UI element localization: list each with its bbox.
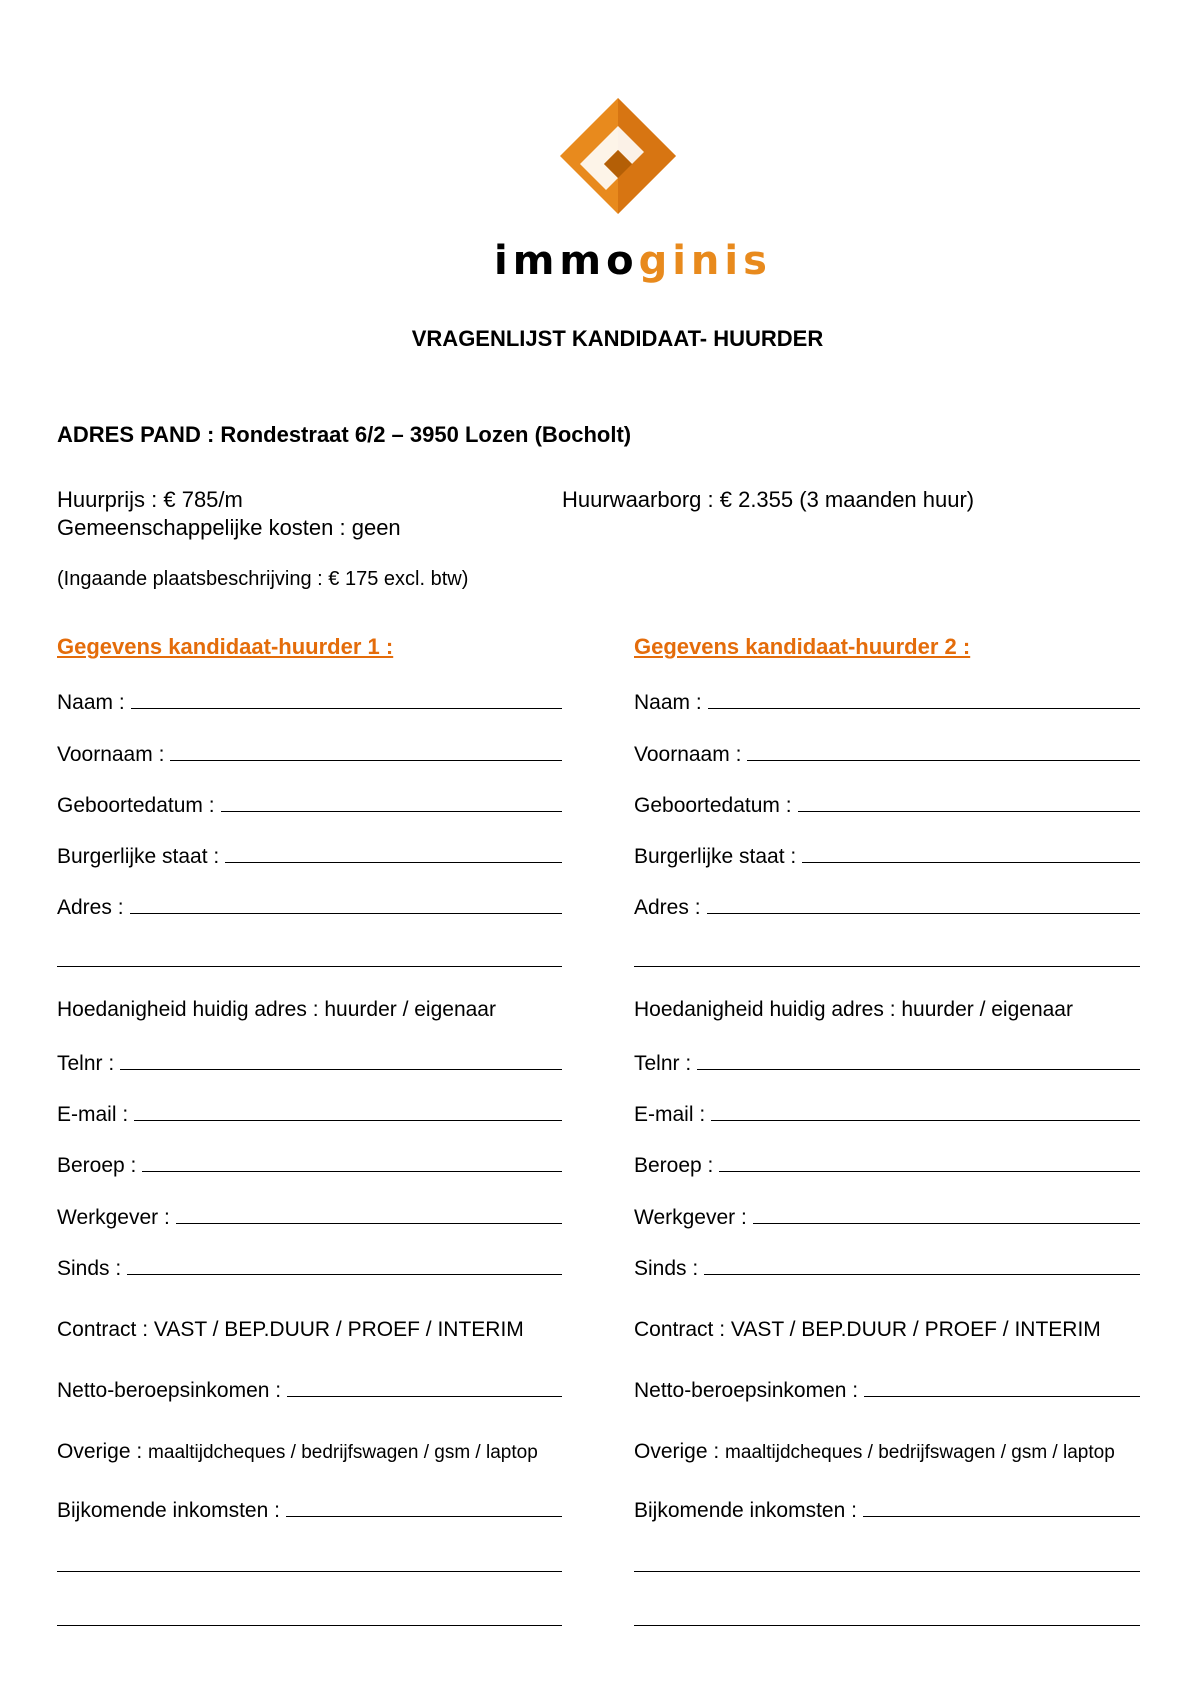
candidate-1-geboortedatum-field[interactable] xyxy=(57,793,562,818)
candidate-1-email-field[interactable] xyxy=(57,1102,562,1127)
field-label: Geboortedatum : xyxy=(57,794,215,817)
field-label: Werkgever : xyxy=(634,1206,747,1229)
candidate-2-geboortedatum-field[interactable] xyxy=(634,793,1140,818)
candidate-1-netto-field[interactable] xyxy=(57,1378,562,1403)
input-line[interactable] xyxy=(719,1153,1140,1172)
candidate-2-voornaam-field[interactable] xyxy=(634,742,1140,767)
candidate-1-extra-line-1[interactable] xyxy=(57,1571,562,1572)
input-line[interactable] xyxy=(747,742,1140,761)
candidate-2-burgerlijke-staat-field[interactable] xyxy=(634,844,1140,869)
property-address: ADRES PAND : Rondestraat 6/2 – 3950 Lozen (Bocholt) xyxy=(57,422,632,447)
candidate-2-extra-line-2[interactable] xyxy=(634,1625,1140,1626)
overige-label: Overige : xyxy=(634,1440,720,1463)
candidate-1-adres-line-2[interactable] xyxy=(57,966,562,967)
candidate-1-sinds-field[interactable] xyxy=(57,1256,562,1281)
logo-diamond-icon xyxy=(558,96,678,216)
logo-wordmark xyxy=(494,236,772,286)
field-label: Netto-beroepsinkomen : xyxy=(634,1379,859,1402)
candidate-1-werkgever-field[interactable] xyxy=(57,1205,562,1230)
input-line[interactable] xyxy=(142,1153,562,1172)
page-title: VRAGENLIJST KANDIDAAT- HUURDER xyxy=(411,326,824,351)
logo-text-orange: ginis xyxy=(638,238,772,284)
input-line[interactable] xyxy=(170,742,562,761)
input-line[interactable] xyxy=(130,895,562,914)
candidate-2-netto-field[interactable] xyxy=(634,1378,1140,1403)
input-line[interactable] xyxy=(225,844,562,863)
field-label: E-mail : xyxy=(634,1103,706,1126)
overige-label: Overige : xyxy=(57,1440,143,1463)
candidate-2-adres-line-2[interactable] xyxy=(634,966,1140,967)
candidate-2-sinds-field[interactable] xyxy=(634,1256,1140,1281)
candidate-1-adres-field[interactable] xyxy=(57,895,562,920)
field-label: Voornaam : xyxy=(57,743,165,766)
candidate-1-contract: Contract : VAST / BEP.DUUR / PROEF / INTERIM xyxy=(57,1318,524,1341)
rent-deposit: Huurwaarborg : € 2.355 (3 maanden huur) xyxy=(562,487,975,512)
candidate-2-heading: Gegevens kandidaat-huurder 2 : xyxy=(634,634,971,659)
candidate-1-extra-line-2[interactable] xyxy=(57,1625,562,1626)
input-line[interactable] xyxy=(120,1051,562,1070)
field-label: Telnr : xyxy=(634,1052,692,1075)
input-line[interactable] xyxy=(176,1205,562,1224)
input-line[interactable] xyxy=(131,690,562,709)
input-line[interactable] xyxy=(287,1378,562,1397)
input-line[interactable] xyxy=(704,1256,1140,1275)
field-label: Geboortedatum : xyxy=(634,794,792,817)
candidate-2-bijkomende-field[interactable] xyxy=(634,1498,1140,1523)
field-label: Naam : xyxy=(57,691,125,714)
inspection-cost: (Ingaande plaatsbeschrijving : € 175 excl. btw) xyxy=(57,568,469,590)
field-label: Werkgever : xyxy=(57,1206,170,1229)
field-label: Adres : xyxy=(57,896,124,919)
field-label: Voornaam : xyxy=(634,743,742,766)
field-label: E-mail : xyxy=(57,1103,129,1126)
candidate-2-adres-field[interactable] xyxy=(634,895,1140,920)
candidate-2-hoedanigheid: Hoedanigheid huidig adres : huurder / eigenaar xyxy=(634,998,1073,1021)
field-label: Burgerlijke staat : xyxy=(634,845,797,868)
candidate-2-overige xyxy=(634,1440,1115,1464)
candidate-1-heading: Gegevens kandidaat-huurder 1 : xyxy=(57,634,394,659)
overige-options: maaltijdcheques / bedrijfswagen / gsm / laptop xyxy=(725,1442,1115,1463)
candidate-1-burgerlijke-staat-field[interactable] xyxy=(57,844,562,869)
candidate-1-voornaam-field[interactable] xyxy=(57,742,562,767)
candidate-1-telnr-field[interactable] xyxy=(57,1051,562,1076)
candidate-2-extra-line-1[interactable] xyxy=(634,1571,1140,1572)
field-label: Burgerlijke staat : xyxy=(57,845,220,868)
input-line[interactable] xyxy=(286,1498,562,1517)
input-line[interactable] xyxy=(707,895,1140,914)
field-label: Bijkomende inkomsten : xyxy=(634,1499,857,1522)
input-line[interactable] xyxy=(798,793,1140,812)
overige-options: maaltijdcheques / bedrijfswagen / gsm / laptop xyxy=(148,1442,538,1463)
field-label: Adres : xyxy=(634,896,701,919)
input-line[interactable] xyxy=(127,1256,562,1275)
logo xyxy=(494,96,772,286)
field-label: Naam : xyxy=(634,691,702,714)
rent-price: Huurprijs : € 785/m xyxy=(57,487,243,512)
field-label: Sinds : xyxy=(57,1257,122,1280)
candidate-1-naam-field[interactable] xyxy=(57,690,562,715)
field-label: Sinds : xyxy=(634,1257,699,1280)
field-label: Bijkomende inkomsten : xyxy=(57,1499,280,1522)
candidate-1-beroep-field[interactable] xyxy=(57,1153,562,1178)
candidate-1-hoedanigheid: Hoedanigheid huidig adres : huurder / eigenaar xyxy=(57,998,496,1021)
input-line[interactable] xyxy=(221,793,562,812)
candidate-2-telnr-field[interactable] xyxy=(634,1051,1140,1076)
field-label: Telnr : xyxy=(57,1052,115,1075)
input-line[interactable] xyxy=(711,1102,1140,1121)
candidate-2-werkgever-field[interactable] xyxy=(634,1205,1140,1230)
common-costs: Gemeenschappelijke kosten : geen xyxy=(57,515,401,540)
field-label: Beroep : xyxy=(57,1154,137,1177)
input-line[interactable] xyxy=(697,1051,1140,1070)
input-line[interactable] xyxy=(134,1102,562,1121)
candidate-1-overige xyxy=(57,1440,538,1464)
field-label: Beroep : xyxy=(634,1154,714,1177)
input-line[interactable] xyxy=(753,1205,1140,1224)
candidate-2-naam-field[interactable] xyxy=(634,690,1140,715)
input-line[interactable] xyxy=(864,1378,1140,1397)
input-line[interactable] xyxy=(802,844,1140,863)
candidate-2-beroep-field[interactable] xyxy=(634,1153,1140,1178)
candidate-2-contract: Contract : VAST / BEP.DUUR / PROEF / INTERIM xyxy=(634,1318,1101,1341)
logo-text-dark: immo xyxy=(494,238,639,284)
field-label: Netto-beroepsinkomen : xyxy=(57,1379,282,1402)
input-line[interactable] xyxy=(708,690,1140,709)
candidate-2-email-field[interactable] xyxy=(634,1102,1140,1127)
candidate-1-bijkomende-field[interactable] xyxy=(57,1498,562,1523)
input-line[interactable] xyxy=(863,1498,1140,1517)
